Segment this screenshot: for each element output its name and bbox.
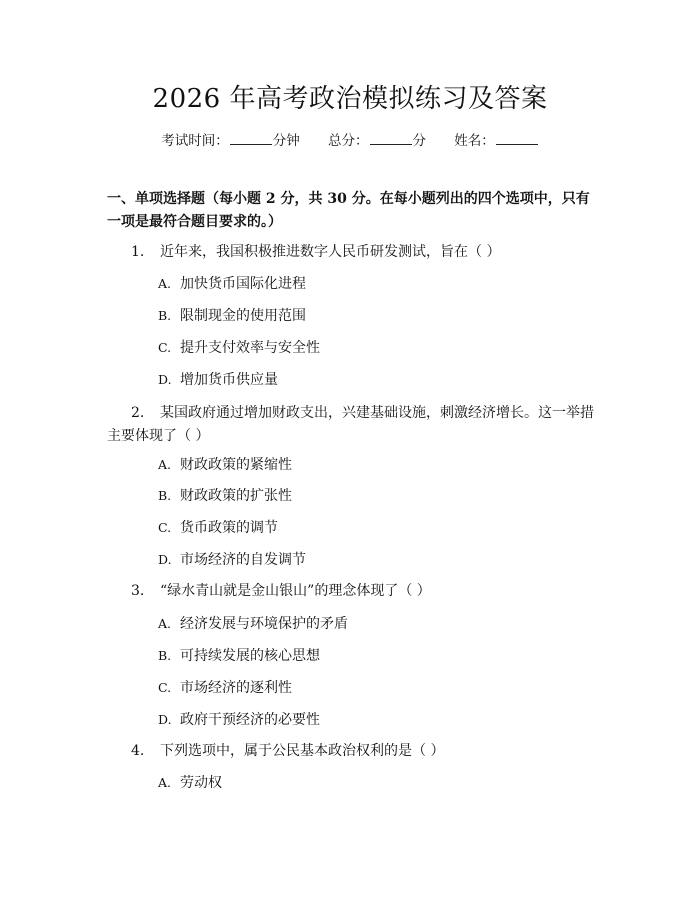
option-letter: B. — [158, 648, 172, 663]
option-letter: A. — [158, 616, 172, 631]
option-text: 市场经济的逐利性 — [180, 680, 292, 696]
option-text: 经济发展与环境保护的矛盾 — [180, 616, 348, 632]
option-letter: D. — [158, 372, 172, 387]
option-text: 政府干预经济的必要性 — [180, 712, 320, 728]
option-3b — [158, 645, 588, 667]
option-letter: C. — [158, 340, 172, 355]
option-2a — [158, 454, 588, 476]
question-text: “绿水青山就是金山银山”的理念体现了（ ） — [160, 583, 431, 599]
option-1b — [158, 305, 588, 327]
name-blank — [496, 132, 538, 145]
option-4a — [158, 772, 588, 794]
option-text: 可持续发展的核心思想 — [180, 648, 320, 664]
option-text: 货币政策的调节 — [180, 520, 278, 536]
question-number: 3. — [131, 583, 145, 599]
option-1c — [158, 337, 588, 359]
option-3c — [158, 677, 588, 699]
option-text: 提升支付效率与安全性 — [180, 340, 320, 356]
option-letter: D. — [158, 552, 172, 567]
question-4 — [107, 740, 597, 763]
option-2d — [158, 549, 588, 571]
question-number: 1. — [131, 244, 145, 260]
option-letter: A. — [158, 457, 172, 472]
option-letter: A. — [158, 775, 172, 790]
question-text: 某国政府通过增加财政支出，兴建基础设施，刺激经济增长。这一举措主要体现了（ ） — [107, 405, 594, 444]
question-number: 2. — [131, 405, 145, 421]
question-2 — [107, 402, 597, 448]
exam-time-label: 考试时间： — [161, 133, 229, 149]
name-label: 姓名： — [454, 133, 495, 149]
total-score-blank — [370, 132, 412, 145]
exam-time-blank — [230, 132, 272, 145]
option-text: 限制现金的使用范围 — [180, 308, 306, 324]
total-score-field — [328, 131, 426, 151]
option-text: 加快货币国际化进程 — [180, 276, 306, 292]
exam-time-unit: 分钟 — [272, 133, 300, 149]
option-1d — [158, 369, 588, 391]
option-letter: B. — [158, 488, 172, 503]
option-3d — [158, 709, 588, 731]
option-text: 增加货币供应量 — [180, 372, 278, 388]
option-letter: C. — [158, 680, 172, 695]
question-text: 近年来，我国积极推进数字人民币研发测试，旨在（ ） — [160, 244, 501, 260]
option-text: 财政政策的紧缩性 — [180, 457, 292, 473]
question-text: 下列选项中，属于公民基本政治权利的是（ ） — [160, 743, 445, 759]
option-text: 劳动权 — [180, 775, 222, 791]
section-heading: 一、单项选择题（每小题 2 分，共 30 分。在每小题列出的四个选项中，只有一项是最符合题目要求的。） — [107, 191, 590, 230]
document-title: 2026 年高考政治模拟练习及答案 — [152, 84, 548, 114]
exam-time-field — [161, 131, 300, 151]
option-text: 财政政策的扩张性 — [180, 488, 292, 504]
option-text: 市场经济的自发调节 — [180, 552, 306, 568]
exam-meta-line — [0, 131, 700, 151]
total-score-unit: 分 — [412, 133, 426, 149]
option-letter: C. — [158, 520, 172, 535]
option-letter: A. — [158, 276, 172, 291]
question-1 — [107, 241, 597, 264]
total-score-label: 总分： — [328, 133, 369, 149]
name-field — [454, 131, 539, 151]
option-letter: D. — [158, 712, 172, 727]
option-1a — [158, 273, 588, 295]
option-2b — [158, 485, 588, 507]
question-number: 4. — [131, 743, 145, 759]
option-letter: B. — [158, 308, 172, 323]
option-3a — [158, 613, 588, 635]
option-2c — [158, 517, 588, 539]
question-3 — [107, 580, 597, 603]
